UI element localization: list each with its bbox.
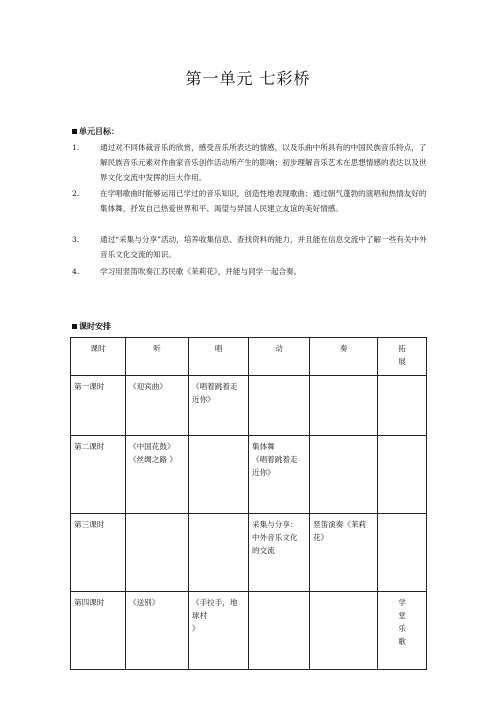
move-cell: [249, 592, 310, 670]
goal-text: 学习用竖笛吹奏江苏民歌《茉莉花》，并能与同学一起合奏。: [100, 267, 302, 276]
header-expand-label: 拓展: [398, 344, 406, 366]
table-row: [71, 436, 427, 514]
goal-number: 2.: [72, 189, 80, 198]
header-expand: [378, 338, 427, 376]
move-cell: 集体舞 《唱着跳着走近你》: [252, 442, 298, 477]
schedule-heading-label: 课时安排: [79, 321, 111, 331]
play-cell: [310, 436, 378, 514]
expand-cell: [378, 376, 427, 436]
lesson-cell: 第一课时: [74, 382, 105, 391]
expand-cell: [378, 436, 427, 514]
table-header-row: [71, 338, 427, 376]
sing-cell: [189, 514, 249, 592]
lesson-cell: 第三课时: [74, 520, 105, 529]
move-cell: [249, 376, 310, 436]
expand-cell: 学堂乐歌: [398, 598, 406, 646]
sing-cell: [189, 436, 249, 514]
header-sing: 唱: [189, 338, 249, 376]
goal-item: [72, 232, 432, 262]
page-title: 第一单元 七彩桥: [185, 69, 311, 88]
sing-cell: 《手拉手，地球村 》: [192, 598, 238, 633]
goal-text: 通过对不同体裁音乐的欣赏，感受音乐所表达的情感，以及乐曲中所具有的中国民族音乐特点，了解民族音乐元素对作曲家音乐创作活动所产生的影响；初步理解音乐艺术在思想情感的表达以及世界文化交流中发挥的巨大作用。: [100, 143, 427, 182]
expand-cell: [378, 514, 427, 592]
goal-number: 1.: [72, 143, 80, 152]
lesson-cell: 第二课时: [74, 442, 105, 451]
goal-text: 通过“采集与分享”活动，培养收集信息、查找资料的能力，并且能在信息交流中了解一些有关中外音乐文化交流的知识。: [100, 235, 427, 259]
lesson-cell: 第四课时: [74, 598, 105, 607]
header-lesson: 课时: [71, 338, 126, 376]
goals-heading: [72, 126, 119, 137]
header-listen: 听: [126, 338, 189, 376]
listen-cell: [126, 514, 189, 592]
goal-item: [72, 264, 432, 279]
schedule-heading: [72, 321, 111, 332]
move-cell: 采集与分享：中外音乐文化的交流: [252, 520, 298, 555]
goal-item: [72, 140, 432, 185]
schedule-table: [70, 337, 427, 670]
play-cell: [310, 592, 378, 670]
goal-text: 在学唱歌曲时能够运用已学过的音乐知识，创造性地表现歌曲；通过朝气蓬勃的演唱和热情友好的集体舞，抒发自己热爱世界和平、渴望与异国人民建立友谊的美好情感。: [100, 189, 427, 213]
square-bullet-icon: [72, 129, 77, 134]
listen-cell: 《送别》: [126, 592, 189, 670]
table-row: [71, 376, 427, 436]
header-play: 奏: [310, 338, 378, 376]
sing-cell: 《唱着跳着走近你》: [192, 382, 238, 404]
listen-cell: 《中国花鼓》 《丝绸之路 》: [129, 442, 177, 464]
listen-cell: 《迎宾曲》: [126, 376, 189, 436]
header-move: 动: [249, 338, 310, 376]
play-cell: 竖笛演奏《茉莉花》: [313, 520, 367, 542]
square-bullet-icon: [72, 324, 77, 329]
table-row: [71, 592, 427, 670]
goal-number: 3.: [72, 235, 80, 244]
play-cell: [310, 376, 378, 436]
goal-item: [72, 186, 432, 216]
goal-number: 4.: [72, 267, 80, 276]
goals-heading-label: 单元目标：: [79, 126, 119, 136]
table-row: [71, 514, 427, 592]
